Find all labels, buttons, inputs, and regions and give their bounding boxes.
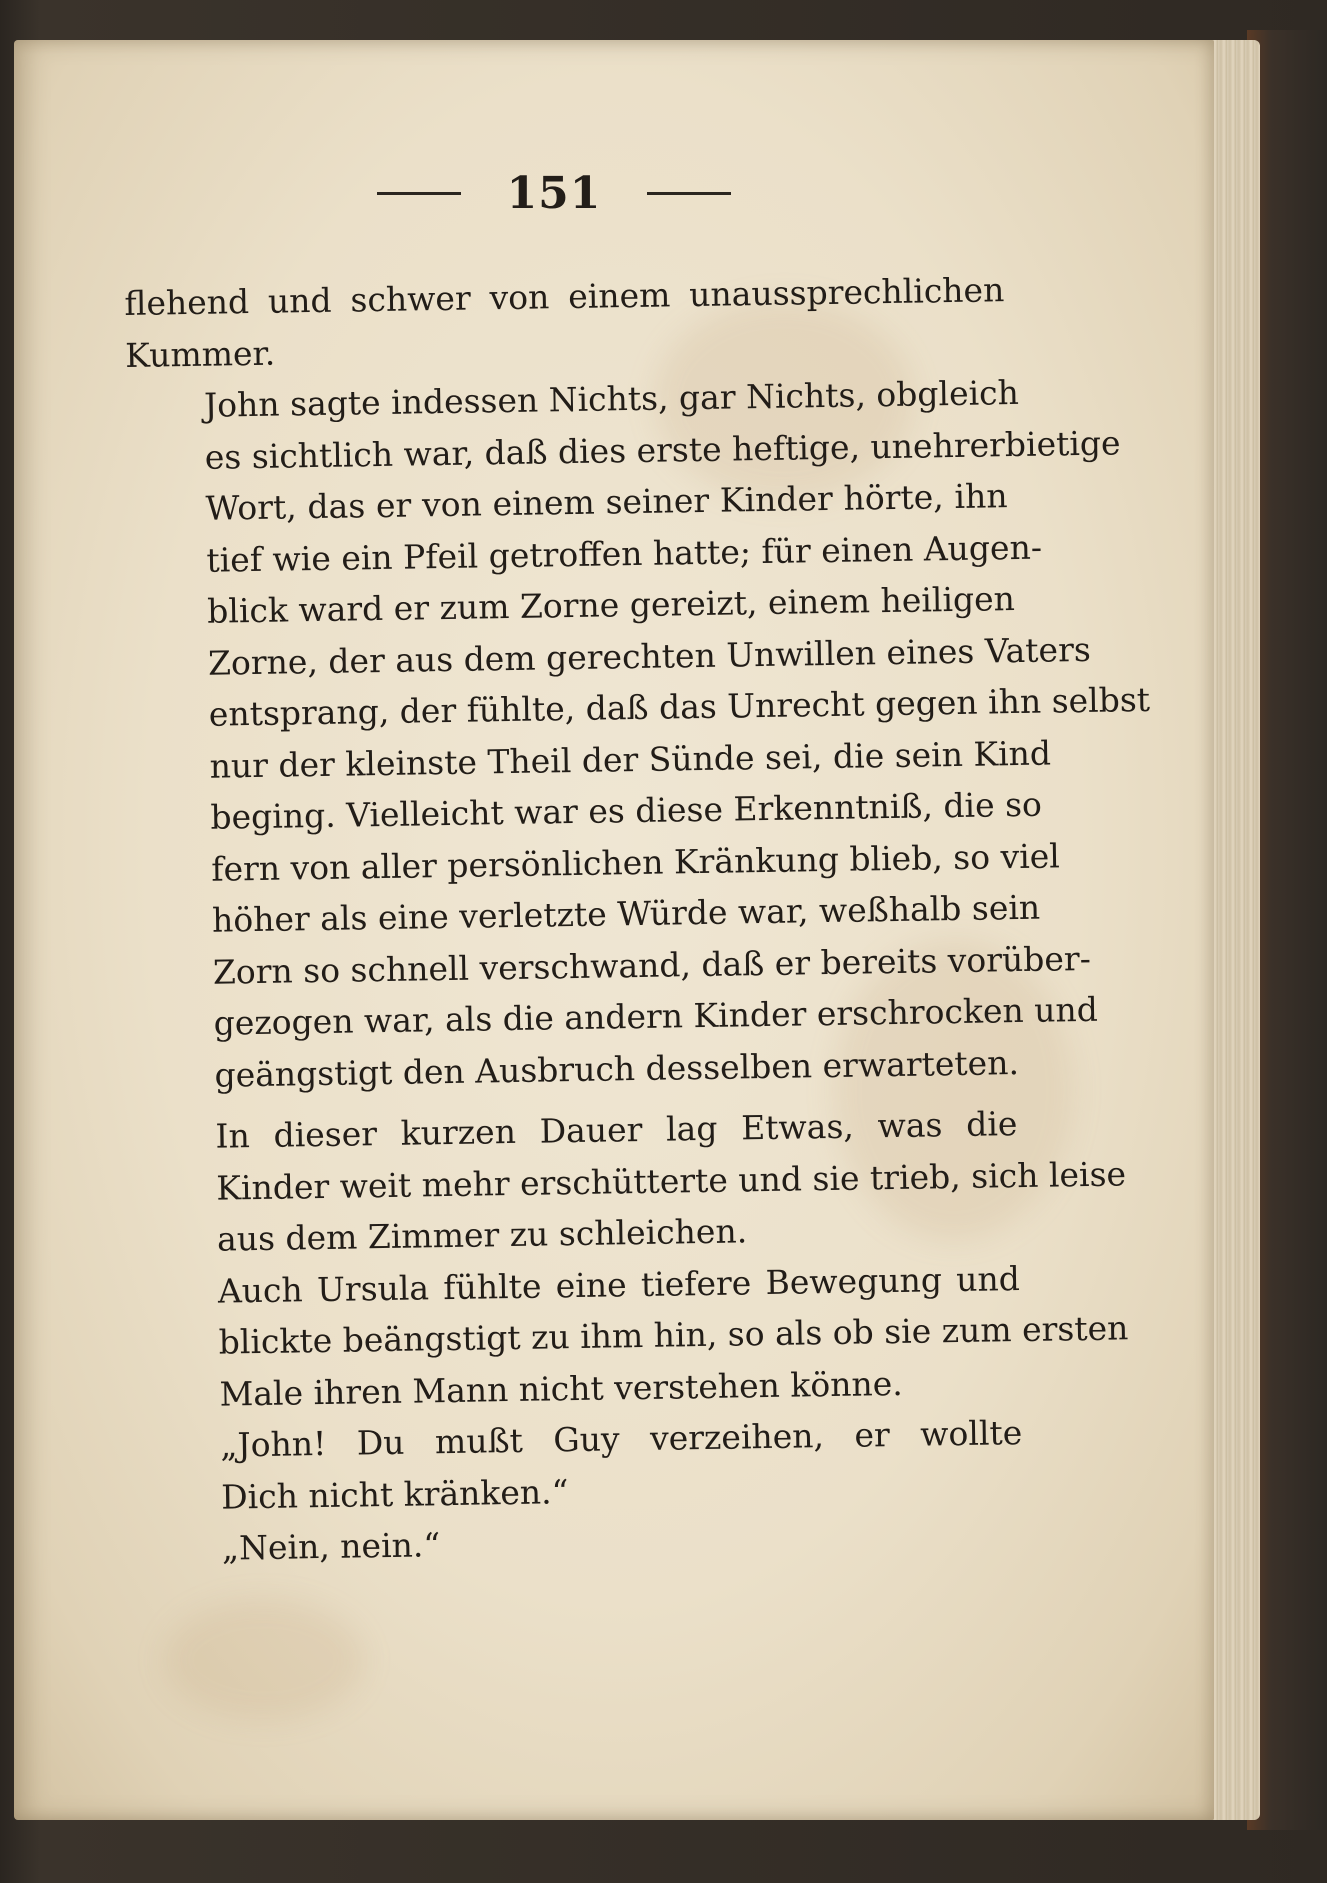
text-line: In dieser kurzen Dauer lag Etwas, was die — [215, 1104, 1018, 1156]
text-line: es sichtlich war, daß dies erste heftige, unehrerbietige — [204, 422, 1121, 477]
text-line: flehend und schwer von einem unaussprechlichen — [124, 270, 1005, 323]
header-rule-left — [377, 192, 461, 195]
text-line: Zorne, der aus dem gerechten Unwillen eines Vaters — [207, 629, 1092, 683]
text-line: beging. Vielleicht war es diese Erkenntniß, die so — [210, 784, 1043, 837]
paper-stain — [164, 1600, 364, 1720]
text-line: tief wie ein Pfeil getroffen hatte; für einen Augen- — [206, 527, 1043, 580]
text-line: Zorn so schnell verschwand, daß er bereits vorüber- — [212, 938, 1092, 992]
text-line: gezogen war, als die andern Kinder erschrocken und — [213, 989, 1099, 1043]
paragraph — [124, 264, 1006, 381]
book-page — [14, 40, 1214, 1820]
page-header — [14, 168, 1094, 219]
text-line: entsprang, der fühlte, daß das Unrecht gegen ihn selbst — [208, 679, 1151, 734]
text-line: aus dem Zimmer zu schleichen. — [216, 1211, 748, 1259]
body-text — [124, 264, 1151, 1575]
paragraph — [137, 1098, 1127, 1266]
text-line: „Nein, nein.“ — [221, 1525, 441, 1568]
text-line: Kummer. — [124, 333, 276, 375]
paragraph — [140, 1253, 1129, 1421]
text-line: fern von aller persönlichen Kränkung blieb, so viel — [210, 835, 1061, 889]
header-rule-right — [647, 192, 731, 195]
text-line: höher als eine verletzte Würde war, weßhalb sein — [211, 887, 1041, 940]
text-line: blickte beängstigt zu ihm hin, so als ob sie zum ersten — [218, 1308, 1129, 1362]
text-line: geängstigt den Ausbruch desselben erwarteten. — [214, 1042, 1020, 1095]
paragraph — [142, 1407, 1024, 1524]
paragraph — [126, 367, 1151, 1102]
text-line: Male ihren Mann nicht verstehen könne. — [219, 1363, 904, 1414]
text-line: Wort, das er von einem seiner Kinder hörte, ihn — [205, 476, 1008, 528]
text-line: nur der kleinste Theil der Sünde sei, die sein Kind — [209, 733, 1052, 786]
text-line: Auch Ursula fühlte eine tiefere Bewegung und — [217, 1258, 1021, 1311]
page-number: 151 — [506, 168, 602, 219]
text-line: Dich nicht kränken.“ — [220, 1471, 569, 1517]
text-line: blick ward er zum Zorne gereizt, einem heiligen — [206, 579, 1016, 631]
text-line: Kinder weit mehr erschütterte und sie trieb, sich leise — [215, 1153, 1127, 1208]
text-line: „John! Du mußt Guy verzeihen, er wollte — [220, 1413, 1023, 1465]
text-line: John sagte indessen Nichts, gar Nichts, obgleich — [203, 372, 1020, 425]
